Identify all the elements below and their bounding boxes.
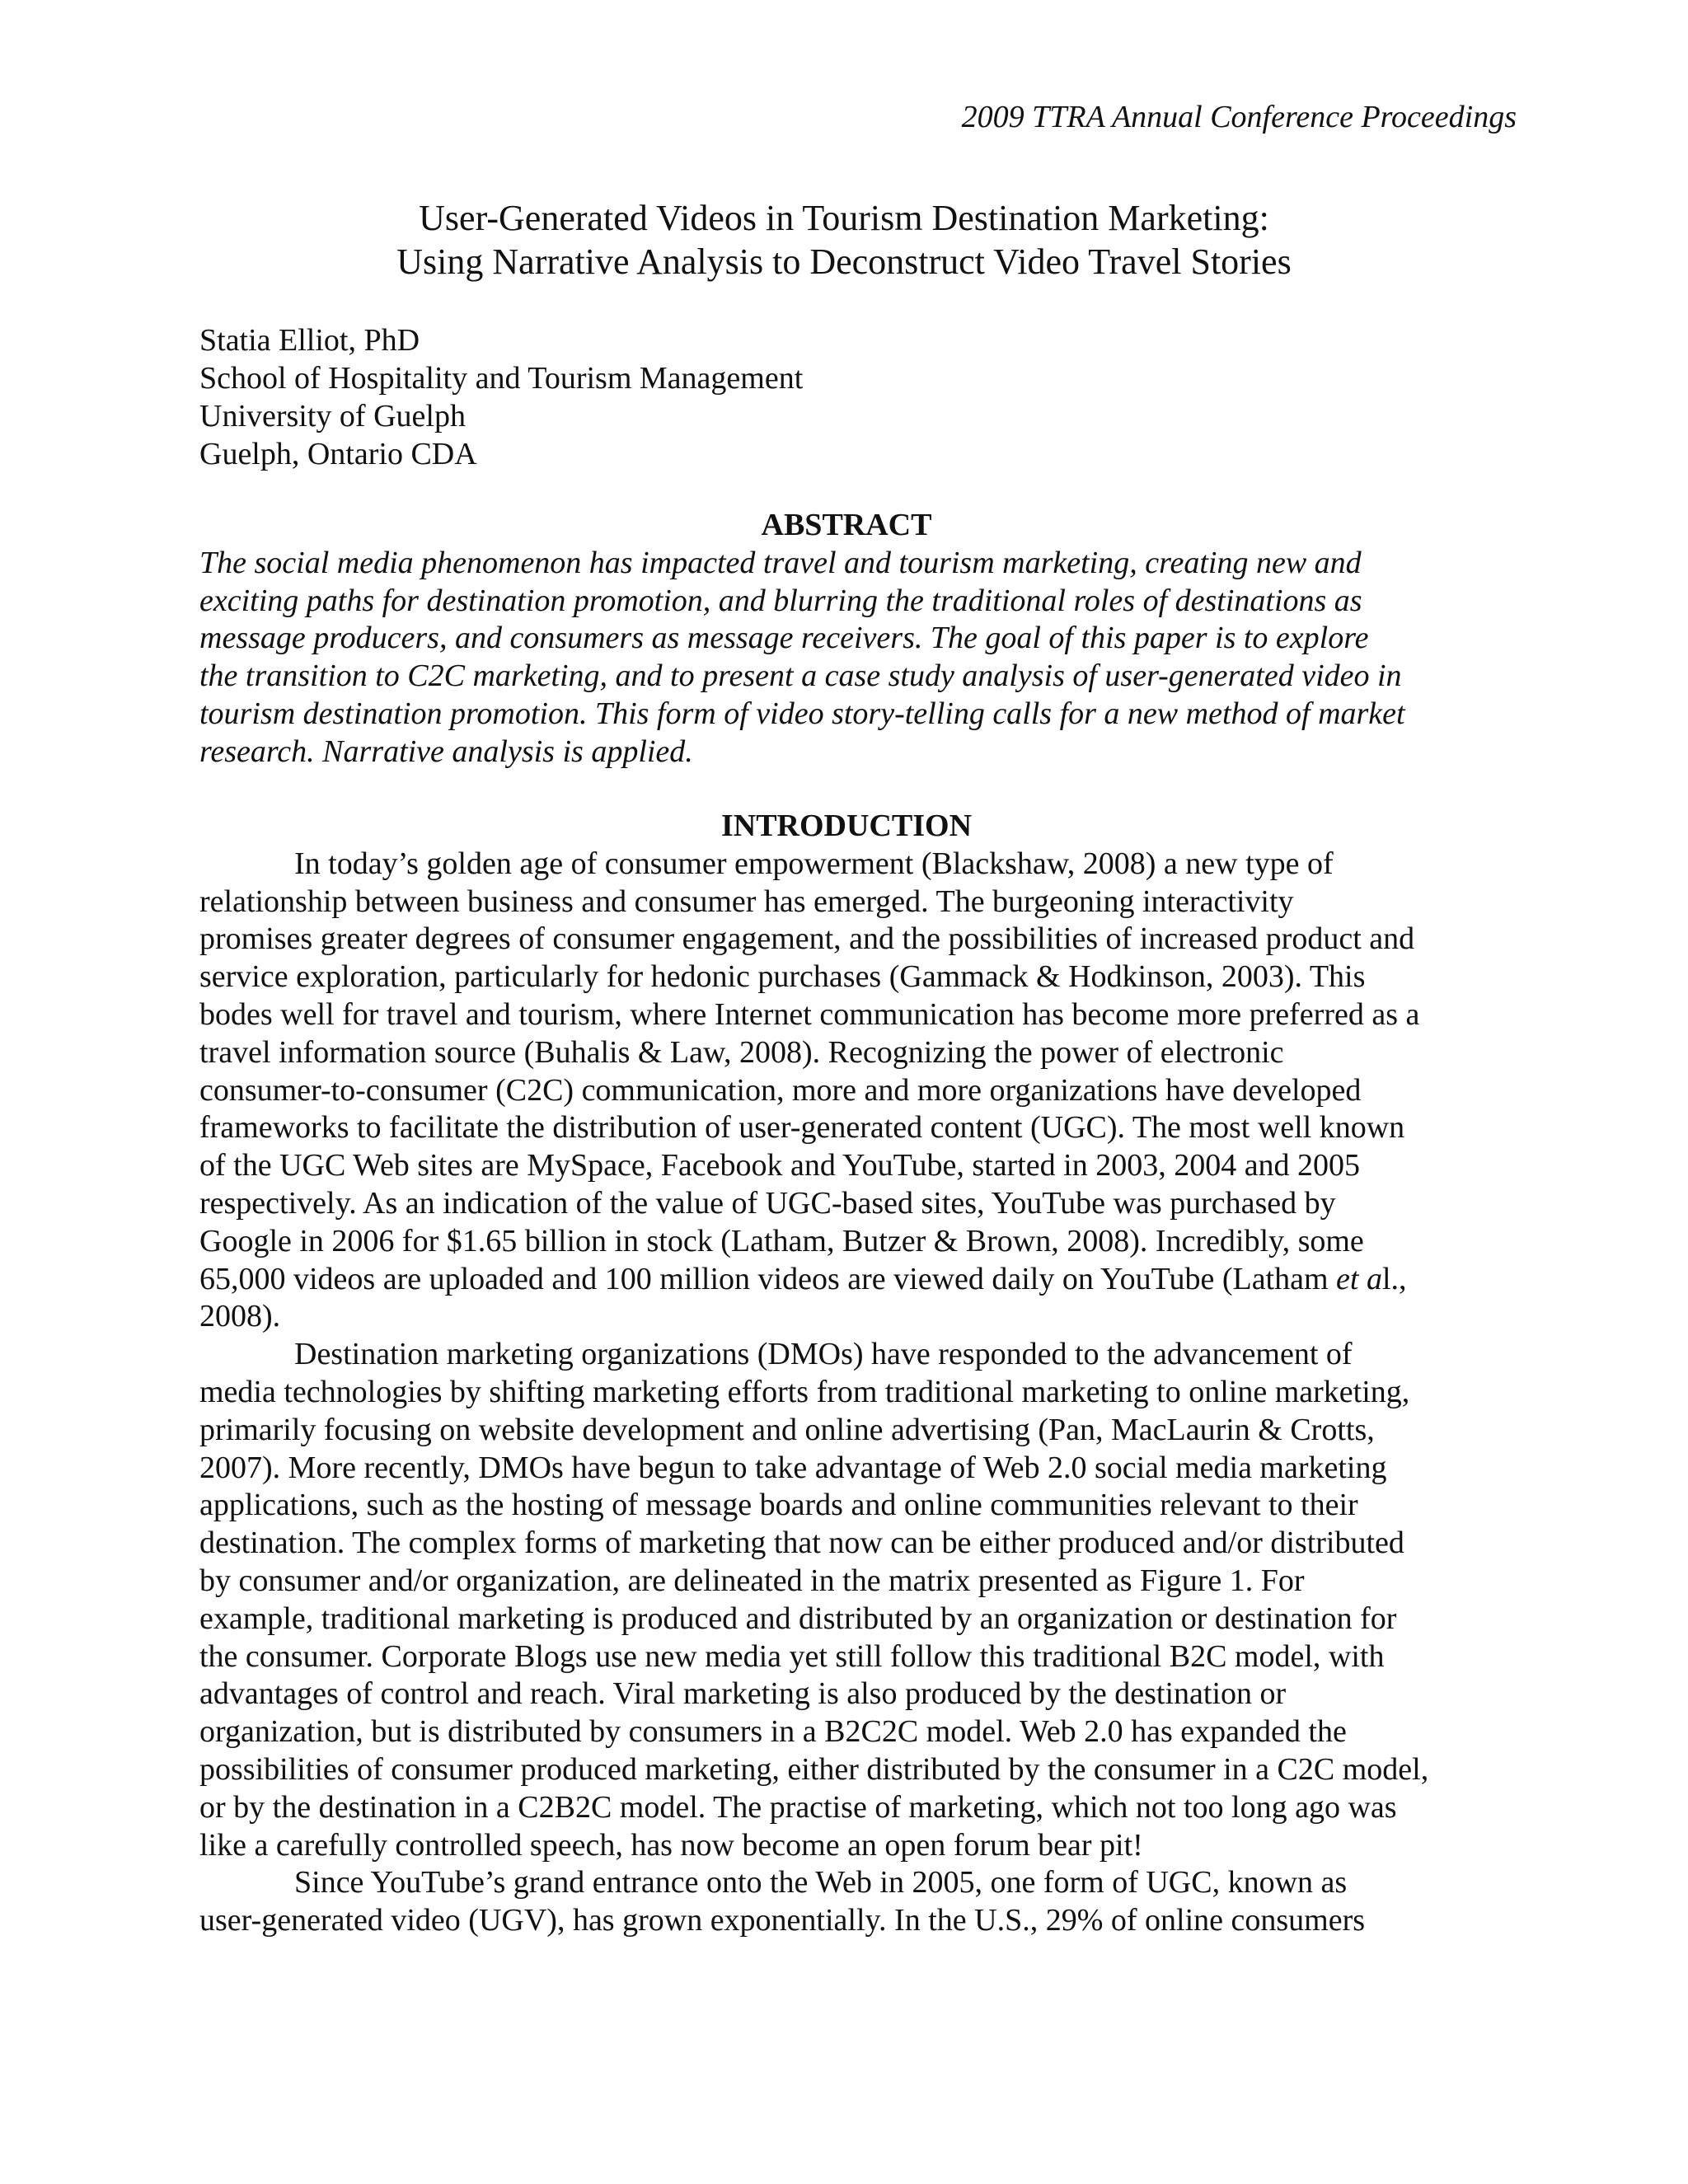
text-line: relationship between business and consumer has emerged. The burgeoning interactivity — [199, 883, 1294, 919]
text-line: like a carefully controlled speech, has now become an open forum bear pit! — [199, 1827, 1143, 1863]
text-fragment: 65,000 videos are uploaded and 100 million videos are viewed daily on YouTube (Latham — [199, 1261, 1337, 1296]
text-line: the transition to C2C marketing, and to present a case study analysis of user-generated video in — [199, 658, 1402, 694]
text-line: primarily focusing on website development and online advertising (Pan, MacLaurin & Crotts, — [199, 1412, 1375, 1447]
text-line: the consumer. Corporate Blogs use new media yet still follow this traditional B2C model, with — [199, 1638, 1385, 1674]
text-line: media technologies by shifting marketing efforts from traditional marketing to online marketing, — [199, 1374, 1410, 1409]
paragraph-1 — [199, 846, 1493, 1336]
text-line: advantages of control and reach. Viral marketing is also produced by the destination or — [199, 1676, 1287, 1712]
text-line: Destination marketing organizations (DMOs) have responded to the advancement of — [294, 1337, 1353, 1372]
text-line: organization, but is distributed by consumers in a B2C2C model. Web 2.0 has expanded the — [199, 1714, 1347, 1750]
text-line: example, traditional marketing is produced and distributed by an organization or destination for — [199, 1601, 1397, 1636]
text-line: applications, such as the hosting of message boards and online communities relevant to their — [199, 1488, 1358, 1523]
introduction-heading: INTRODUCTION — [720, 808, 973, 843]
text-line: destination. The complex forms of marketing that now can be either produced and/or distributed — [199, 1526, 1404, 1561]
abstract-text — [199, 545, 1493, 771]
text-line: 2007). More recently, DMOs have begun to take advantage of Web 2.0 social media marketing — [199, 1450, 1387, 1485]
text-line — [199, 1261, 1493, 1299]
text-line: user-generated video (UGV), has grown exponentially. In the U.S., 29% of online consumers — [199, 1903, 1366, 1938]
text-line: 2008). — [199, 1299, 281, 1334]
text-line: service exploration, particularly for hedonic purchases (Gammack & Hodkinson, 2003). This — [199, 959, 1366, 995]
text-line: of the UGC Web sites are MySpace, Facebook and YouTube, started in 2003, 2004 and 2005 — [199, 1148, 1361, 1183]
abstract-section — [199, 507, 1493, 771]
title-line: User-Generated Videos in Tourism Destination Marketing: — [419, 198, 1269, 238]
text-line: The social media phenomenon has impacted travel and tourism marketing, creating new and — [199, 545, 1362, 580]
text-fragment: l., — [1381, 1261, 1407, 1296]
text-line: Google in 2006 for $1.65 billion in stock (Latham, Butzer & Brown, 2008). Incredibly, some — [199, 1223, 1364, 1258]
text-line: exciting paths for destination promotion, and blurring the traditional roles of destinations as — [199, 583, 1362, 618]
text-line: Since YouTube’s grand entrance onto the Web in 2005, one form of UGC, known as — [294, 1865, 1348, 1900]
running-header: 2009 TTRA Annual Conference Proceedings — [961, 100, 1517, 134]
author-affiliation: University of Guelph — [199, 399, 466, 434]
text-line: by consumer and/or organization, are delineated in the matrix presented as Figure 1. For — [199, 1563, 1305, 1598]
author-block — [199, 321, 803, 473]
text-line: bodes well for travel and tourism, where Internet communication has become more preferred as a — [199, 996, 1420, 1032]
text-line: message producers, and consumers as message receivers. The goal of this paper is to explore — [199, 621, 1369, 656]
introduction-section — [199, 808, 1493, 1940]
paragraph-2 — [199, 1336, 1493, 1864]
text-line: travel information source (Buhalis & Law, 2008). Recognizing the power of electronic — [199, 1034, 1284, 1070]
text-line: research. Narrative analysis is applied. — [199, 733, 693, 769]
text-line: consumer-to-consumer (C2C) communication, more and more organizations have developed — [199, 1072, 1362, 1108]
author-name: Statia Elliot, PhD — [199, 323, 420, 358]
text-line: frameworks to facilitate the distribution of user-generated content (UGC). The most well known — [199, 1110, 1405, 1146]
author-location: Guelph, Ontario CDA — [199, 437, 477, 471]
text-line: or by the destination in a C2B2C model. The practise of marketing, which not too long ago was — [199, 1789, 1397, 1825]
italic-fragment: et a — [1336, 1261, 1382, 1296]
text-line: respectively. As an indication of the value of UGC-based sites, YouTube was purchased by — [199, 1185, 1336, 1221]
text-line: possibilities of consumer produced marketing, either distributed by the consumer in a C2C model, — [199, 1751, 1429, 1787]
paragraph-3 — [199, 1864, 1493, 1940]
paper-title — [0, 196, 1688, 284]
text-line: promises greater degrees of consumer engagement, and the possibilities of increased product and — [199, 921, 1415, 957]
text-line: tourism destination promotion. This form of video story-telling calls for a new method of market — [199, 696, 1405, 731]
author-affiliation: School of Hospitality and Tourism Management — [199, 361, 804, 396]
abstract-heading: ABSTRACT — [761, 508, 932, 542]
text-line: In today’s golden age of consumer empowerment (Blackshaw, 2008) a new type of — [294, 846, 1334, 881]
title-line: Using Narrative Analysis to Deconstruct Video Travel Stories — [396, 241, 1292, 282]
